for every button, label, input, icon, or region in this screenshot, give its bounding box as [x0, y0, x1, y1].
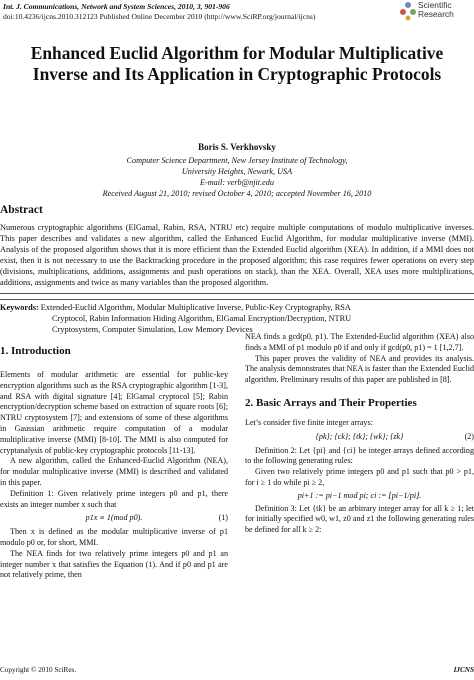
equation-3: pi+1 := pi−1 mod pi; ci := ⌊pi−1/pi⌋.: [297, 490, 422, 500]
footer-copyright: Copyright © 2010 SciRes.: [0, 666, 77, 674]
equation-2-text: {pk}; {ck}; {tk}; {wk}; {zk}: [315, 431, 404, 441]
equation-2-number: (2): [464, 431, 474, 441]
divider-bottom: [0, 299, 474, 300]
keywords-line2: Cryptocol, Rabin Information Hiding Algorithm, ElGamal Encryption/Decryption, NTRU: [52, 314, 352, 323]
author-name: Boris S. Verkhovsky: [198, 142, 276, 152]
equation-2: [245, 432, 474, 443]
paper-title-line1: Enhanced Euclid Algorithm for Modular Multiplicative: [30, 43, 444, 63]
paper-title-line2: Inverse and Its Application in Cryptographic Protocols: [32, 64, 442, 84]
intro-paragraph-4: Then x is defined as the modular multiplicative inverse of p1 modulo p0 or, for short, MMI.: [0, 527, 228, 547]
section-1-heading: 1. Introduction: [0, 345, 71, 357]
publisher-logo: [398, 0, 474, 28]
equation-1-text: p1x ≡ 1(mod p0).: [85, 513, 143, 523]
equation-1: [0, 513, 228, 524]
right-paragraph-3: Let’s consider five finite integer arrays:: [245, 417, 373, 427]
right-paragraph-5: Given two relatively prime integers p0 and p1 such that p0 > p1, for i ≥ 1 do while pi ≥ 2,: [245, 467, 474, 487]
journal-citation: Int. J. Communications, Network and System Sciences, 2010, 3, 901-906: [3, 2, 230, 11]
keywords-block: [0, 302, 474, 335]
publisher-name-line2: Research: [418, 9, 454, 19]
left-column: [0, 344, 228, 581]
abstract-text: Numerous cryptographic algorithms (ElGamal, Rabin, RSA, NTRU etc) require multiple computations of modulo multiplicative inverses. This paper describes and validates a new algorithm, called the Enhanced Euclid Algorithm, for modular multiplicative inverse (MMI). Analysis of the proposed algorithm shows that it is more efficient than the Extended Euclid algorithm (XEA). In addition, if a MMI does not exist, then it is not necessary to use the Backtracking procedure in the proposed algorithm; this case requires fewer operations on every step (divisions, multiplications, additions, assignments and push operations on stack), than the XEA. Overall, XEA uses more multiplications, additions, assignments and twice as many variables than the proposed algorithm.: [0, 223, 474, 287]
footer-journal: IJCNS: [453, 666, 474, 674]
equation-1-number: (1): [218, 513, 228, 523]
abstract-heading: Abstract: [0, 204, 43, 216]
publisher-name-line1: Scientific: [418, 0, 452, 10]
intro-paragraph-5: The NEA finds for two relatively prime integers p0 and p1 an integer number x that satisfies the Equation (1). And if p0 and p1 are not relatively prime, then: [0, 548, 228, 580]
right-paragraph-1: NEA finds a gcd(p0, p1). The Extended-Euclid algorithm (XEA) also finds a MMI of p1 modulo p0 if and only if gcd(p0, p1) = 1 [1,2,7].: [245, 332, 474, 352]
right-paragraph-2: This paper proves the validity of NEA and provides its analysis. The analysis demonstrates that NEA is faster than the Extended Euclid algorithm. Preliminary results of this paper are published in [8].: [245, 353, 474, 385]
received-dates: Received August 21, 2010; revised October 4, 2010; accepted November 16, 2010: [102, 189, 372, 198]
publisher-logo-icon: [399, 1, 417, 21]
keywords-label: Keywords:: [0, 303, 39, 312]
keywords-line1: Extended-Euclid Algorithm, Modular Multiplicative Inverse, Public-Key Cryptography, RSA: [40, 303, 351, 312]
divider-top: [0, 293, 474, 294]
affiliation-line1: Computer Science Department, New Jersey Institute of Technology,: [126, 156, 348, 165]
right-column: [245, 332, 474, 536]
definition-3: Definition 3: Let {tk} be an arbitrary integer array for all k ≥ 1; let for initially specified w0, w1, z0 and z1 the following generating rules be defined for all k ≥ 2:: [245, 503, 474, 535]
intro-paragraph-2: A new algorithm, called the Enhanced-Euclid Algorithm (NEA), for modular multiplicative inverse (MMI) is described and validated in this paper.: [0, 456, 228, 487]
intro-paragraph-1: Elements of modular arithmetic are essential for public-key encryption algorithms such as the RSA cryptographic algorithm [1-3], and RSA with digital signature [4]; ElGamal cryptocol [5]; Rabin encryption/decryption scheme based on extraction of square roots [6]; NTRU cryptosystem [7]; and extensions of some of these algorithms in Gaussian arithmetic require computation of a modular multiplicative inverse (MMI) [8-10]. The MMI is also computed for cryptanalysis of public-key cryptographic protocols [11-13].: [0, 370, 228, 455]
doi-line: doi:10.4236/ijcns.2010.312123 Published Online December 2010 (http://www.SciRP.org/journal/ijcns): [3, 12, 316, 21]
keywords-line3: Cryptosystem, Computer Simulation, Low Memory Devices: [52, 325, 253, 334]
affiliation-line2: University Heights, Newark, USA: [181, 167, 293, 176]
author-email: E-mail: verb@njit.edu: [200, 178, 274, 187]
definition-1: Definition 1: Given relatively prime integers p0 and p1, there exists an integer number x such that: [0, 488, 228, 509]
definition-2: Definition 2: Let {pi} and {ci} be integer arrays defined according to the following generating rules:: [245, 445, 474, 466]
section-2-heading: 2. Basic Arrays and Their Properties: [245, 396, 417, 409]
